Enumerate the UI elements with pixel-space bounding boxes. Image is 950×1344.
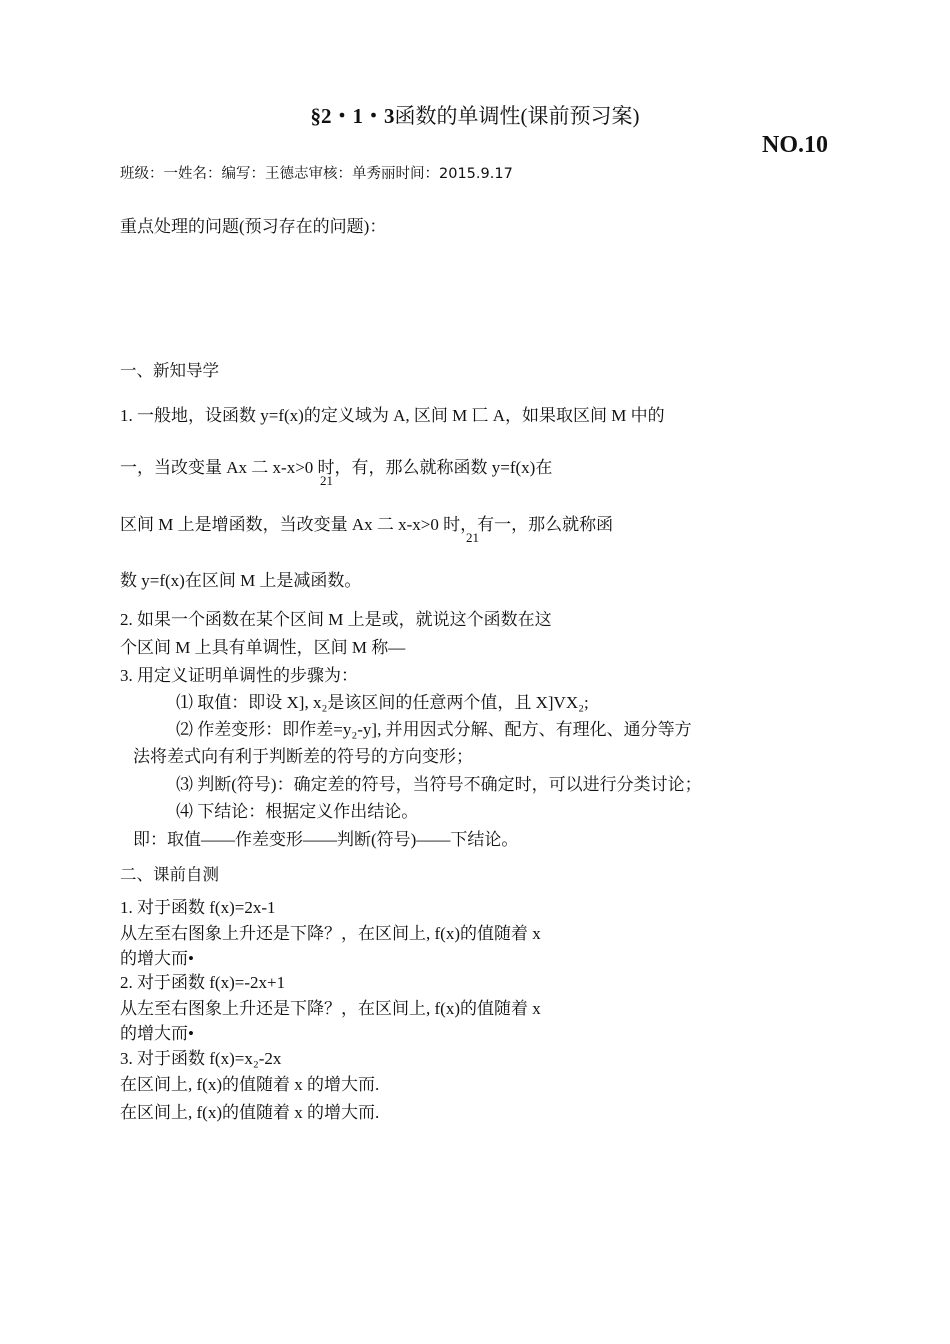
question-2-line-a: 从左至右图象上升还是下降？，在区间上, f(x)的值随着 x <box>120 999 541 1018</box>
p2-line1: 2. 如果一个函数在某个区间 M 上是或，就说这个函数在这 <box>120 610 552 629</box>
question-3-line-b: 在区间上, f(x)的值随着 x 的增大而. <box>120 1103 380 1122</box>
question-1-line-b: 的增大而• <box>120 949 194 968</box>
question-2: 2. 对于函数 f(x)=-2x+1 <box>120 973 286 992</box>
step-3: ⑶ 判断(符号)：确定差的符号，当符号不确定时，可以进行分类讨论； <box>176 775 702 794</box>
question-1: 1. 对于函数 f(x)=2x-1 <box>120 898 276 917</box>
p1-line4: 数 y=f(x)在区间 M 上是减函数。 <box>120 571 362 590</box>
question-2-line-b: 的增大而• <box>120 1024 194 1043</box>
section1-heading: 一、新知导学 <box>120 361 219 380</box>
p1-line3: 区间 M 上是增函数，当改变量 Ax 二 x-x>0 时，有一，那么就称函 <box>120 515 614 534</box>
question-3: 3. 对于函数 f(x)=x₂-2x <box>120 1049 282 1068</box>
lesson-number: NO.10 <box>762 132 828 158</box>
section-number: §2・1・3 <box>310 104 395 128</box>
meta-line: 班级：一姓名：编写：王德志审核：单秀丽时间：2015.9.17 <box>120 166 513 182</box>
p2-line2: 个区间 M 上具有单调性，区间 M 称— <box>120 638 406 657</box>
question-3-line-a: 在区间上, f(x)的值随着 x 的增大而. <box>120 1075 380 1094</box>
question-1-line-a: 从左至右图象上升还是下降？，在区间上, f(x)的值随着 x <box>120 924 541 943</box>
p1-line1: 1. 一般地，设函数 y=f(x)的定义域为 A, 区间 M 匸 A，如果取区间 M 中的 <box>120 406 665 425</box>
step-2-line1: ⑵ 作差变形：即作差=y₂-y], 并用因式分解、配方、有理化、通分等方 <box>176 720 692 739</box>
step-4: ⑷ 下结论：根据定义作出结论。 <box>176 802 419 821</box>
title-text: 函数的单调性(课前预习案) <box>394 104 640 128</box>
step-1: ⑴ 取值：即设 X], x₂是该区间的任意两个值，且 X]VX₂; <box>176 693 589 712</box>
p1-line2: 一，当改变量 Ax 二 x-x>0 时，有，那么就称函数 y=f(x)在 <box>120 458 553 477</box>
step-2-line2: 法将差式向有利于判断差的符号的方向变形； <box>133 747 473 766</box>
p1-line3-subscript: 21 <box>466 530 479 545</box>
key-problems-label: 重点处理的问题(预习存在的问题)： <box>120 217 387 236</box>
page-title <box>0 100 950 130</box>
p1-line2-subscript: 21 <box>320 473 333 488</box>
steps-summary: 即：取值——作差变形——判断(符号)——下结论。 <box>133 830 519 849</box>
section2-heading: 二、课前自测 <box>120 865 219 884</box>
p3-heading: 3. 用定义证明单调性的步骤为： <box>120 666 358 685</box>
